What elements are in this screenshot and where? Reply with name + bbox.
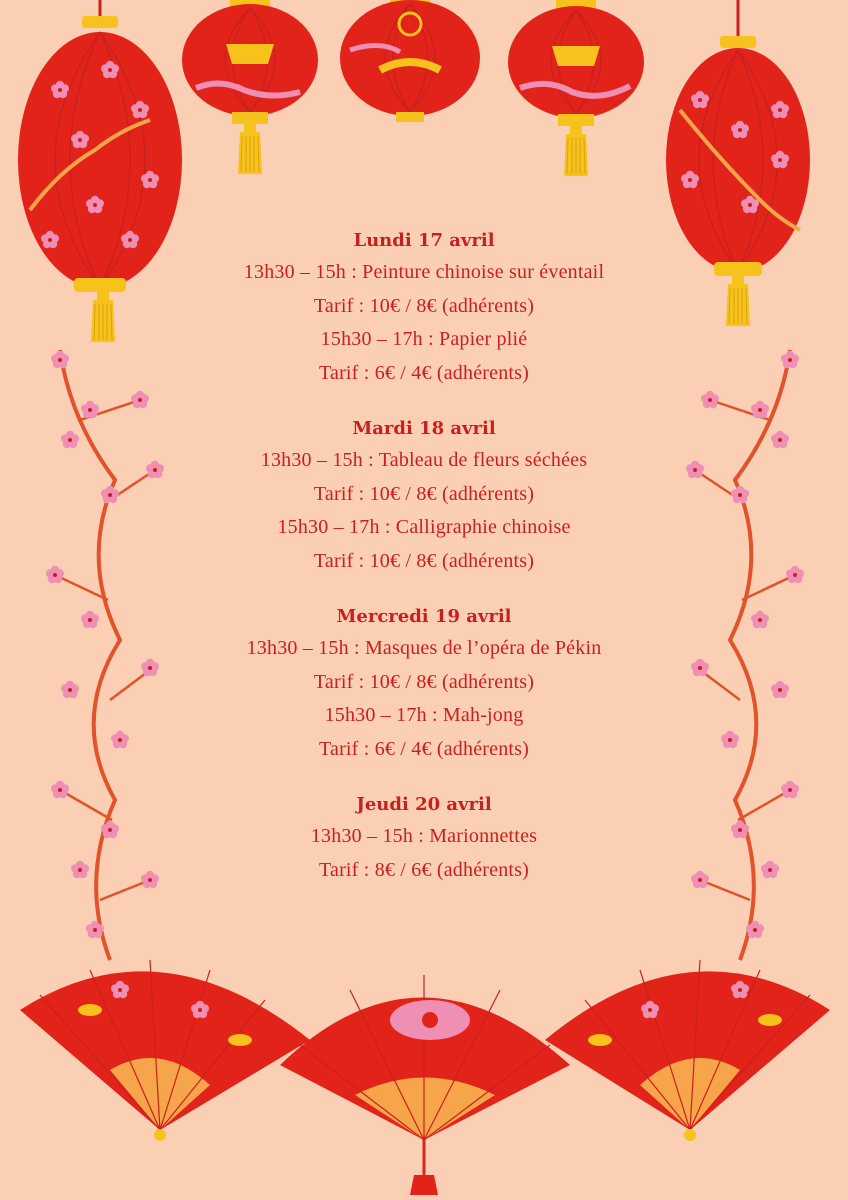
- activity-line: 15h30 – 17h : Papier plié: [320, 328, 528, 350]
- activity-line: 15h30 – 17h : Calligraphie chinoise: [277, 516, 571, 538]
- activity-line: 13h30 – 15h : Tableau de fleurs séchées: [260, 449, 588, 471]
- activity-line: 13h30 – 15h : Peinture chinoise sur éventail: [243, 261, 605, 283]
- lantern-icon: [508, 0, 644, 176]
- day-block: [170, 414, 678, 578]
- day-block: [170, 226, 678, 390]
- price-line: Tarif : 10€ / 8€ (adhérents): [313, 670, 535, 693]
- lantern-icon: [18, 0, 182, 342]
- price-line: Tarif : 10€ / 8€ (adhérents): [313, 294, 535, 317]
- schedule: [170, 226, 678, 911]
- day-title: Mercredi 19 avril: [336, 606, 512, 627]
- activity-line: 13h30 – 15h : Masques de l’opéra de Pékin: [246, 637, 602, 659]
- price-line: Tarif : 6€ / 4€ (adhérents): [318, 361, 530, 384]
- activity-line: 13h30 – 15h : Marionnettes: [310, 825, 538, 847]
- folding-fan-icon: [20, 960, 310, 1141]
- price-line: Tarif : 10€ / 8€ (adhérents): [313, 549, 535, 572]
- cherry-blossom-branch-icon: [46, 350, 164, 960]
- day-title: Lundi 17 avril: [353, 230, 495, 251]
- day-block: [170, 790, 678, 887]
- cherry-blossom-branch-icon: [686, 350, 804, 960]
- price-line: Tarif : 6€ / 4€ (adhérents): [318, 737, 530, 760]
- price-line: Tarif : 8€ / 6€ (adhérents): [318, 858, 530, 881]
- day-block: [170, 602, 678, 766]
- lantern-icon: [666, 0, 810, 326]
- lantern-icon: [340, 0, 480, 122]
- lantern-icon: [182, 0, 318, 174]
- day-title: Mardi 18 avril: [352, 418, 496, 439]
- activity-line: 15h30 – 17h : Mah-jong: [324, 704, 524, 726]
- folding-fan-icon: [280, 975, 570, 1195]
- day-title: Jeudi 20 avril: [356, 794, 492, 815]
- folding-fan-icon: [545, 960, 830, 1141]
- price-line: Tarif : 10€ / 8€ (adhérents): [313, 482, 535, 505]
